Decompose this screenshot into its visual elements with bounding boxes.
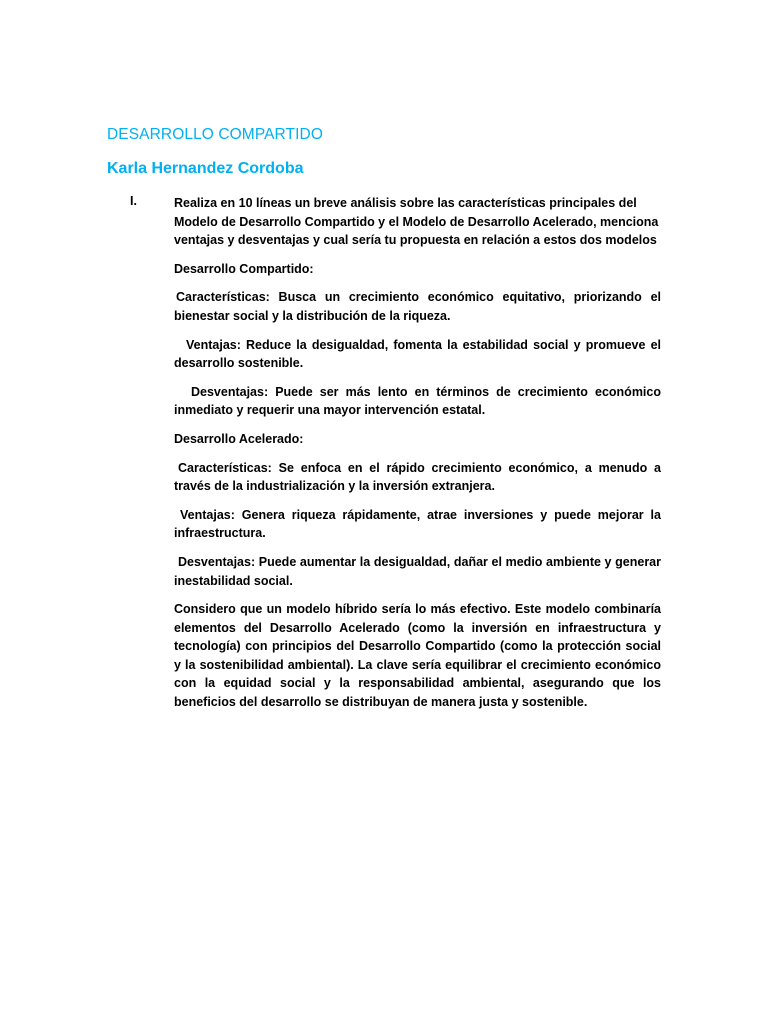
author-name: Karla Hernandez Cordoba xyxy=(107,160,304,177)
compartido-heading: Desarrollo Compartido: xyxy=(174,261,314,276)
acelerado-caracteristicas: Características: Se enfoca en el rápido crecimiento económico, a menudo a través de la industrialización y la inversión extranjera. xyxy=(174,460,661,494)
document-title: DESARROLLO COMPARTIDO xyxy=(107,126,323,143)
compartido-ventajas: Ventajas: Reduce la desigualdad, fomenta la estabilidad social y promueve el desarrollo sostenible. xyxy=(174,337,661,371)
acelerado-desventajas: Desventajas: Puede aumentar la desigualdad, dañar el medio ambiente y generar inestabilidad social. xyxy=(174,554,661,588)
compartido-caracteristicas: Características: Busca un crecimiento económico equitativo, priorizando el bienestar social y la distribución de la riqueza. xyxy=(174,290,661,323)
question-text: Realiza en 10 líneas un breve análisis sobre las características principales del Modelo de Desarrollo Compartido y el Modelo de Desarrollo Acelerado, menciona ventajas y desventajas y cual sería tu propuesta en relación a estos dos modelos xyxy=(174,196,659,248)
acelerado-ventajas: Ventajas: Genera riqueza rápidamente, atrae inversiones y puede mejorar la infraestructura. xyxy=(174,507,661,541)
section-numeral: I. xyxy=(130,194,137,208)
compartido-desventajas: Desventajas: Puede ser más lento en términos de crecimiento económico inmediato y requerir una mayor intervención estatal. xyxy=(174,384,661,418)
propuesta-text: Considero que un modelo híbrido sería lo más efectivo. Este modelo combinaría elementos del Desarrollo Acelerado (como la inversión en infraestructura y tecnología) con principios del Desarrollo Compartido (como la protección social y la sostenibilidad ambiental). La clave sería equilibrar el crecimiento económico con la equidad social y la responsabilidad ambiental, asegurando que los beneficios del desarrollo se distribuyan de manera justa y sostenible. xyxy=(174,602,661,710)
acelerado-heading: Desarrollo Acelerado: xyxy=(174,431,304,446)
section-body xyxy=(174,194,661,722)
